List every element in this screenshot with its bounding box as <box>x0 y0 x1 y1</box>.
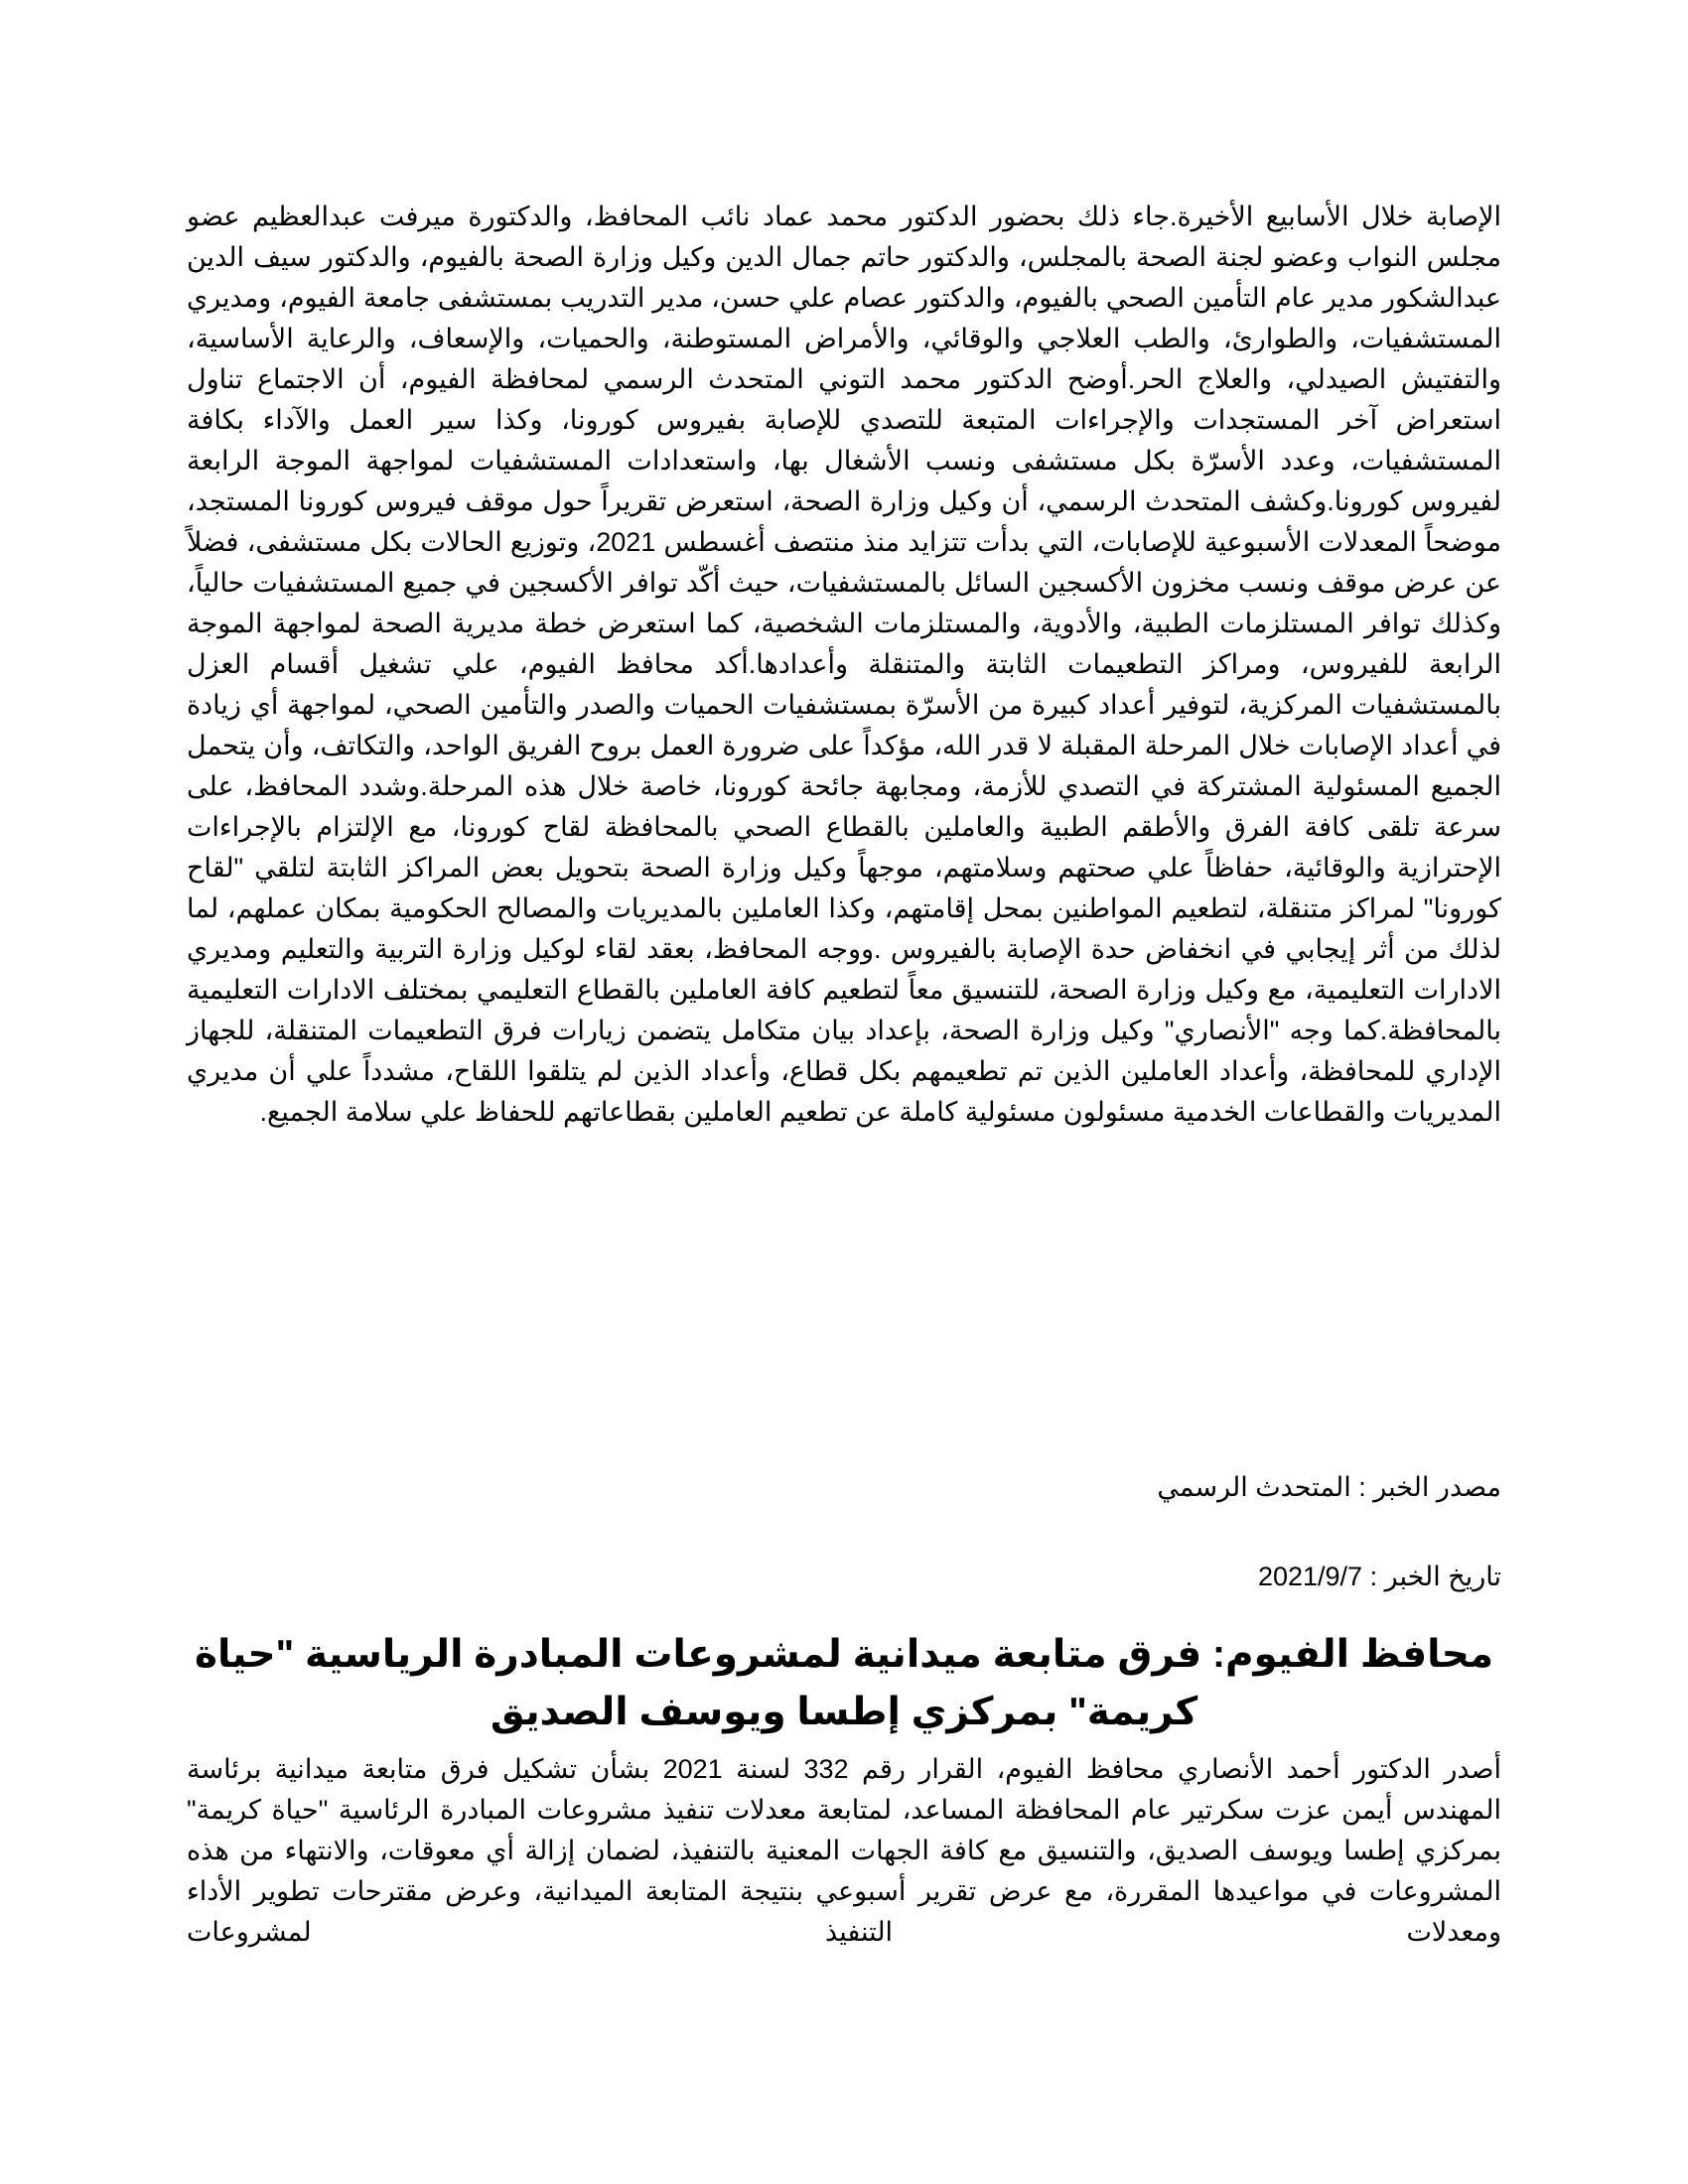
news-date: تاريخ الخبر : 2021/9/7 <box>1257 1562 1501 1591</box>
article-2-body-paragraph: أصدر الدكتور أحمد الأنصاري محافظ الفيوم، القرار رقم 332 لسنة 2021 بشأن تشكيل فرق متابعة ميدانية برئاسة المهندس أيمن عزت سكرتير عام المحافظة المساعد، لمتابعة معدلات تنفيذ مشروعات المبادرة الرئاسية "حياة كريمة" بمركزي إطسا ويوسف الصديق، والتنسيق مع كافة الجهات المعنية بالتنفيذ، لضمان إزالة أي معوقات، والانتهاء من هذه المشروعات في مواعيدها المقررة، مع عرض تقرير أسبوعي بنتيجة المتابعة الميدانية، وعرض مقترحات تطوير الأداء ومعدلات التنفيذ لمشروعات <box>187 1754 1501 1947</box>
news-source: مصدر الخبر : المتحدث الرسمي <box>1157 1472 1501 1502</box>
article-headline: محافظ الفيوم: فرق متابعة ميدانية لمشروعات المبادرة الرياسية "حياة كريمة" بمركزي إطسا ويوسف الصديق <box>194 1633 1494 1733</box>
article-body-paragraph: الإصابة خلال الأسابيع الأخيرة.جاء ذلك بحضور الدكتور محمد عماد نائب المحافظ، والدكتورة ميرفت عبدالعظيم عضو مجلس النواب وعضو لجنة الصحة بالمجلس، والدكتور حاتم جمال الدين وكيل وزارة الصحة بالفيوم، والدكتور سيف الدين عبدالشكور مدير عام التأمين الصحي بالفيوم، والدكتور عصام علي حسن، مدير التدريب بمستشفى جامعة الفيوم، ومديري المستشفيات، والطوارئ، والطب العلاجي والوقائي، والأمراض المستوطنة، والحميات، والإسعاف، والرعاية الأساسية، والتفتيش الصيدلي، والعلاج الحر.أوضح الدكتور محمد التوني المتحدث الرسمي لمحافظة الفيوم، أن الاجتماع تناول استعراض آخر المستجدات والإجراءات المتبعة للتصدي للإصابة بفيروس كورونا، وكذا سير العمل والآداء بكافة المستشفيات، وعدد الأسرّة بكل مستشفى ونسب الأشغال بها، واستعدادات المستشفيات لمواجهة الموجة الرابعة لفيروس كورونا.وكشف المتحدث الرسمي، أن وكيل وزارة الصحة، استعرض تقريراً حول موقف فيروس كورونا المستجد، موضحاً المعدلات الأسبوعية للإصابات، التي بدأت تتزايد منذ منتصف أغسطس 2021، وتوزيع الحالات بكل مستشفى، فضلاً عن عرض موقف ونسب مخزون الأكسجين السائل بالمستشفيات، حيث أكّد توافر الأكسجين في جميع المستشفيات حالياً، وكذلك توافر المستلزمات الطبية، والأدوية، والمستلزمات الشخصية، كما استعرض خطة مديرية الصحة لمواجهة الموجة الرابعة للفيروس، ومراكز التطعيمات الثابتة والمتنقلة وأعدادها.أكد محافظ الفيوم، علي تشغيل أقسام العزل بالمستشفيات المركزية، لتوفير أعداد كبيرة من الأسرّة بمستشفيات الحميات والصدر والتأمين الصحي، لمواجهة أي زيادة في أعداد الإصابات خلال المرحلة المقبلة لا قدر الله، مؤكداً على ضرورة العمل بروح الفريق الواحد، والتكاتف، وأن يتحمل الجميع المسئولية المشتركة في التصدي للأزمة، ومجابهة جائحة كورونا، خاصة خلال هذه المرحلة.وشدد المحافظ، على سرعة تلقى كافة الفرق والأطقم الطبية والعاملين بالقطاع الصحي بالمحافظة لقاح كورونا، مع الإلتزام بالإجراءات الإحترازية والوقائية، حفاظاً علي صحتهم وسلامتهم، موجهاً وكيل وزارة الصحة بتحويل بعض المراكز الثابتة لتلقي "لقاح كورونا" لمراكز متنقلة، لتطعيم المواطنين بمحل إقامتهم، وكذا العاملين بالمديريات والمصالح الحكومية بمكان عملهم، لما لذلك من أثر إيجابي في انخفاض حدة الإصابة بالفيروس .ووجه المحافظ، بعقد لقاء لوكيل وزارة التربية والتعليم ومديري الادارات التعليمية، مع وكيل وزارة الصحة، للتنسيق معاً لتطعيم كافة العاملين بالقطاع التعليمي بمختلف الادارات التعليمية بالمحافظة.كما وجه "الأنصاري" وكيل وزارة الصحة، بإعداد بيان متكامل يتضمن زيارات فرق التطعيمات المتنقلة، للجهاز الإداري للمحافظة، وأعداد العاملين الذين تم تطعيمهم بكل قطاع، وأعداد الذين لم يتلقوا اللقاح، مشدداً علي أن مديري المديريات والقطاعات الخدمية مسئولون مسئولية كاملة عن تطعيم العاملين بقطاعاتهم للحفاظ علي سلامة الجميع. <box>187 202 1501 1127</box>
